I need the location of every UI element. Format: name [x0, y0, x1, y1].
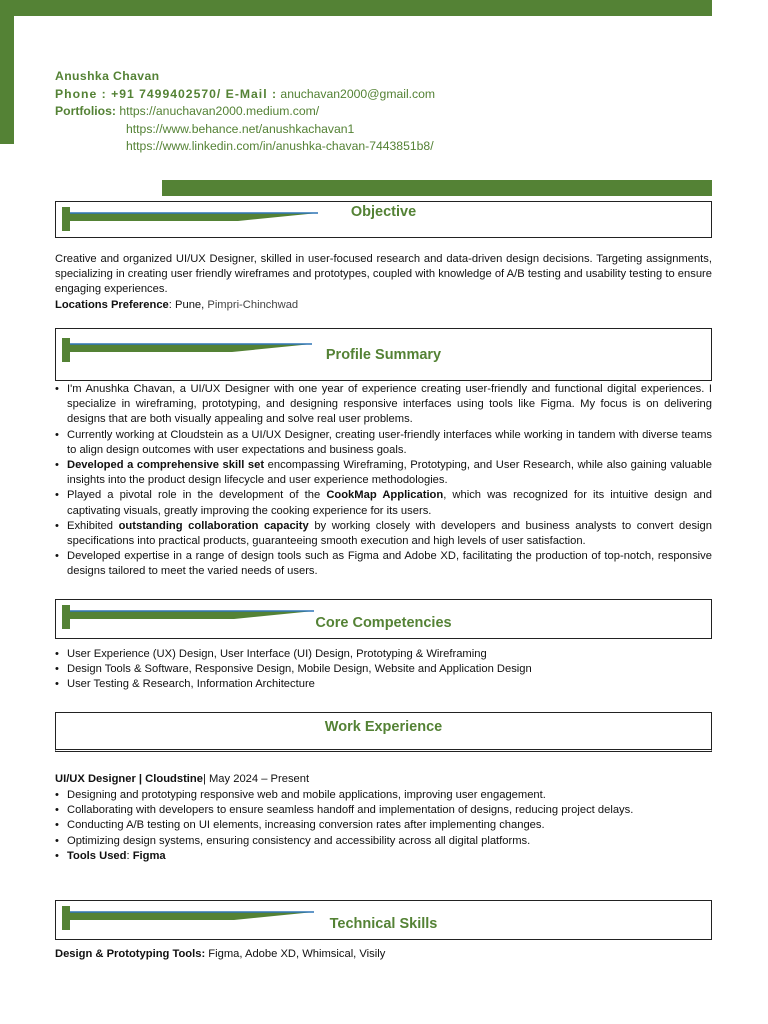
- section-title: Technical Skills: [329, 916, 438, 932]
- list-item: • Optimizing design systems, ensuring consistency and accessibility across all digital platforms.: [55, 834, 712, 849]
- core-competencies-section-header: [55, 599, 712, 639]
- section-title: Objective: [350, 204, 417, 220]
- job-dates: | May 2024 – Present: [202, 773, 310, 785]
- objective-paragraph: Creative and organized UI/UX Designer, skilled in user-focused research and data-driven design decisions. Targeting assignments, specializing in creating user friendly wireframes and prototypes, coupled with knowledge of A/B testing and usability testing to ensure engaging experiences.: [55, 253, 712, 296]
- locations-value: Pimpri-Chinchwad: [207, 298, 299, 311]
- portfolio-link-medium[interactable]: https://anuchavan2000.medium.com/: [119, 104, 320, 118]
- job-role: UI/UX Designer | Cloudstine: [55, 773, 203, 785]
- top-accent-bar: [0, 0, 712, 16]
- section-title: Work Experience: [324, 719, 443, 735]
- portfolios-line: [55, 138, 435, 156]
- objective-section-header: [55, 201, 712, 238]
- portfolios-line: [55, 121, 435, 139]
- list-item: • Designing and prototyping responsive web and mobile applications, improving user engagement.: [55, 788, 712, 803]
- list-item: • Design Tools & Software, Responsive Design, Mobile Design, Website and Application Design: [55, 662, 712, 677]
- candidate-name: Anushka Chavan: [55, 69, 160, 83]
- portfolio-link-linkedin[interactable]: https://www.linkedin.com/in/anushka-chavan-7443851b8/: [126, 139, 434, 153]
- section-title: Core Competencies: [315, 615, 452, 631]
- list-item: • I'm Anushka Chavan, a UI/UX Designer with one year of experience creating user-friendly and functional digital experiences. I specialize in wireframing, prototyping, and designing responsive interfaces using tools like Figma. My focus is on delivering designs that are both visually appealing and solve real user problems.: [55, 382, 712, 428]
- list-item: • Conducting A/B testing on UI elements, increasing conversion rates after implementing changes.: [55, 818, 712, 833]
- tools-value: Figma: [132, 849, 166, 862]
- work-experience-section-header: [55, 712, 712, 752]
- portfolios-label: Portfolios:: [55, 104, 116, 118]
- core-competencies-list: [55, 647, 712, 693]
- work-experience-list: [55, 788, 712, 864]
- contact-header: [55, 68, 435, 156]
- email-link[interactable]: anuchavan2000@gmail.com: [280, 86, 436, 101]
- list-item: • Exhibited outstanding collaboration capacity by working closely with developers and business analysts to convert design specifications into practical products, guaranteeing smooth execution and high levels of user satisfaction.: [55, 519, 712, 549]
- list-item: • Collaborating with developers to ensure seamless handoff and implementation of designs, reducing project delays.: [55, 803, 712, 818]
- skills-value: Figma, Adobe XD, Whimsical, Visily: [205, 948, 386, 960]
- section-title: Profile Summary: [325, 347, 442, 363]
- list-item: • Currently working at Cloudstein as a UI/UX Designer, creating user-friendly interfaces while working in tandem with diverse teams to align design outcomes with user expectations and business goals.: [55, 428, 712, 458]
- locations-label: Locations Preference: [55, 298, 169, 311]
- list-item: • User Experience (UX) Design, User Interface (UI) Design, Prototyping & Wireframing: [55, 647, 712, 662]
- contact-line: [55, 86, 435, 104]
- locations-separator: : Pune,: [168, 298, 208, 311]
- tools-label: Tools Used: [67, 849, 127, 862]
- list-item: • Tools Used: Figma: [55, 849, 712, 864]
- mid-accent-bar: [162, 180, 712, 196]
- list-item: • Developed a comprehensive skill set encompassing Wireframing, Prototyping, and User Research, while also gaining valuable insights into the product design lifecycle and user experience methodologies.: [55, 458, 712, 488]
- list-item: • Played a pivotal role in the development of the CookMap Application, which was recognized for its intuitive design and captivating visuals, greatly improving the cooking experience for its users.: [55, 488, 712, 518]
- list-item: • User Testing & Research, Information Architecture: [55, 677, 712, 692]
- portfolio-link-behance[interactable]: https://www.behance.net/anushkachavan1: [126, 121, 355, 136]
- profile-summary-section-header: [55, 328, 712, 381]
- phone-label: Phone : +91 7499402570/ E-Mail :: [55, 86, 278, 101]
- technical-skills-section-header: [55, 900, 712, 940]
- profile-summary-list: [55, 382, 712, 580]
- technical-skills-line: [55, 947, 712, 962]
- left-accent-bar: [0, 0, 14, 144]
- portfolios-line: [55, 103, 435, 121]
- objective-text: [55, 252, 712, 313]
- list-item: • Developed expertise in a range of design tools such as Figma and Adobe XD, facilitating the production of top-notch, responsive designs tailored to meet the varied needs of users.: [55, 549, 712, 579]
- skills-label: Design & Prototyping Tools:: [55, 948, 206, 960]
- job-heading: [55, 772, 712, 787]
